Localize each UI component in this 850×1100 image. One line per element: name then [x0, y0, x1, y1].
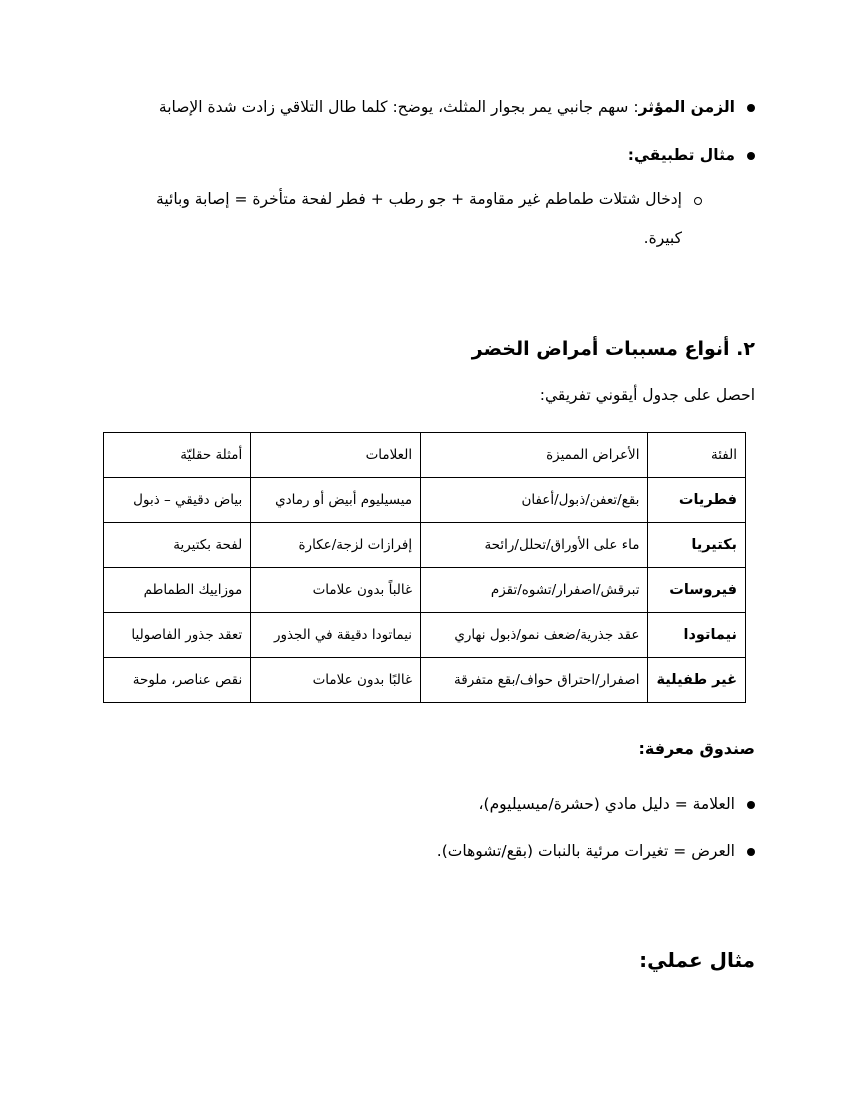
table-cell: عقد جذرية/ضعف نمو/ذبول نهاري: [421, 613, 648, 658]
knowledge-item-symptom: العرض = تغيرات مرئية بالنبات (بقع/تشوهات).: [436, 842, 735, 860]
table-cell: ماء على الأوراق/تحلل/رائحة: [421, 523, 648, 568]
table-cell-category: فطريات: [648, 478, 746, 523]
sub-bullet-line-2: كبيرة.: [643, 229, 682, 247]
table-cell: تعقد جذور الفاصوليا: [104, 613, 251, 658]
table-cell: اصفرار/احتراق حواف/بقع متفرقة: [421, 658, 648, 703]
table-row: [104, 523, 746, 568]
table-row: [104, 568, 746, 613]
table-cell-category: فيروسات: [648, 568, 746, 613]
section-intro: احصل على جدول أيقوني تفريقي:: [539, 386, 755, 404]
bullet-bold-label: الزمن المؤثر: [638, 98, 735, 116]
table-cell: نيماتودا دقيقة في الجذور: [251, 613, 421, 658]
sub-bullet-circle: [694, 197, 702, 205]
table-row: [104, 613, 746, 658]
table-header-row: [104, 433, 746, 478]
table-cell: غالباً بدون علامات: [251, 568, 421, 613]
table-cell: إفرازات لزجة/عكارة: [251, 523, 421, 568]
section-heading: ٢. أنواع مسببات أمراض الخضر: [471, 338, 755, 360]
knowledge-box-title: صندوق معرفة:: [638, 739, 755, 758]
table-cell: تبرقش/اصفرار/تشوه/تقزم: [421, 568, 648, 613]
table-cell: لفحة بكتيرية: [104, 523, 251, 568]
practical-example-title: مثال عملي:: [639, 948, 755, 972]
table-header-cell: أمثلة حقليّة: [104, 433, 251, 478]
table-header-cell: الأعراض المميزة: [421, 433, 648, 478]
bullet-applied-example: مثال تطبيقي:: [627, 146, 735, 164]
table-cell: ميسيليوم أبيض أو رمادي: [251, 478, 421, 523]
table-row: [104, 478, 746, 523]
table-row: [104, 658, 746, 703]
table-cell: بياض دقيقي – ذبول: [104, 478, 251, 523]
table-header-cell: العلامات: [251, 433, 421, 478]
table-header-cell: الفئة: [648, 433, 746, 478]
table-cell: موزاييك الطماطم: [104, 568, 251, 613]
bullet-dot: [747, 104, 755, 112]
bullet-dot: [747, 848, 755, 856]
sub-bullet-line-1: إدخال شتلات طماطم غير مقاومة + جو رطب + فطر لفحة متأخرة = إصابة وبائية: [156, 190, 682, 208]
table-cell-category: غير طفيلية: [648, 658, 746, 703]
table-cell-category: نيماتودا: [648, 613, 746, 658]
bullet-text: : سهم جانبي يمر بجوار المثلث، يوضح: كلما طال التلاقي زادت شدة الإصابة: [158, 98, 639, 116]
knowledge-item-sign: العلامة = دليل مادي (حشرة/ميسيليوم)،: [478, 795, 735, 813]
table-cell: غالبًا بدون علامات: [251, 658, 421, 703]
bullet-dot: [747, 801, 755, 809]
bullet-influential-time: [95, 96, 735, 118]
table-cell: نقص عناصر، ملوحة: [104, 658, 251, 703]
bullet-dot: [747, 152, 755, 160]
pathogen-table: [103, 432, 746, 703]
table-cell: بقع/تعفن/ذبول/أعفان: [421, 478, 648, 523]
table-cell-category: بكتيريا: [648, 523, 746, 568]
